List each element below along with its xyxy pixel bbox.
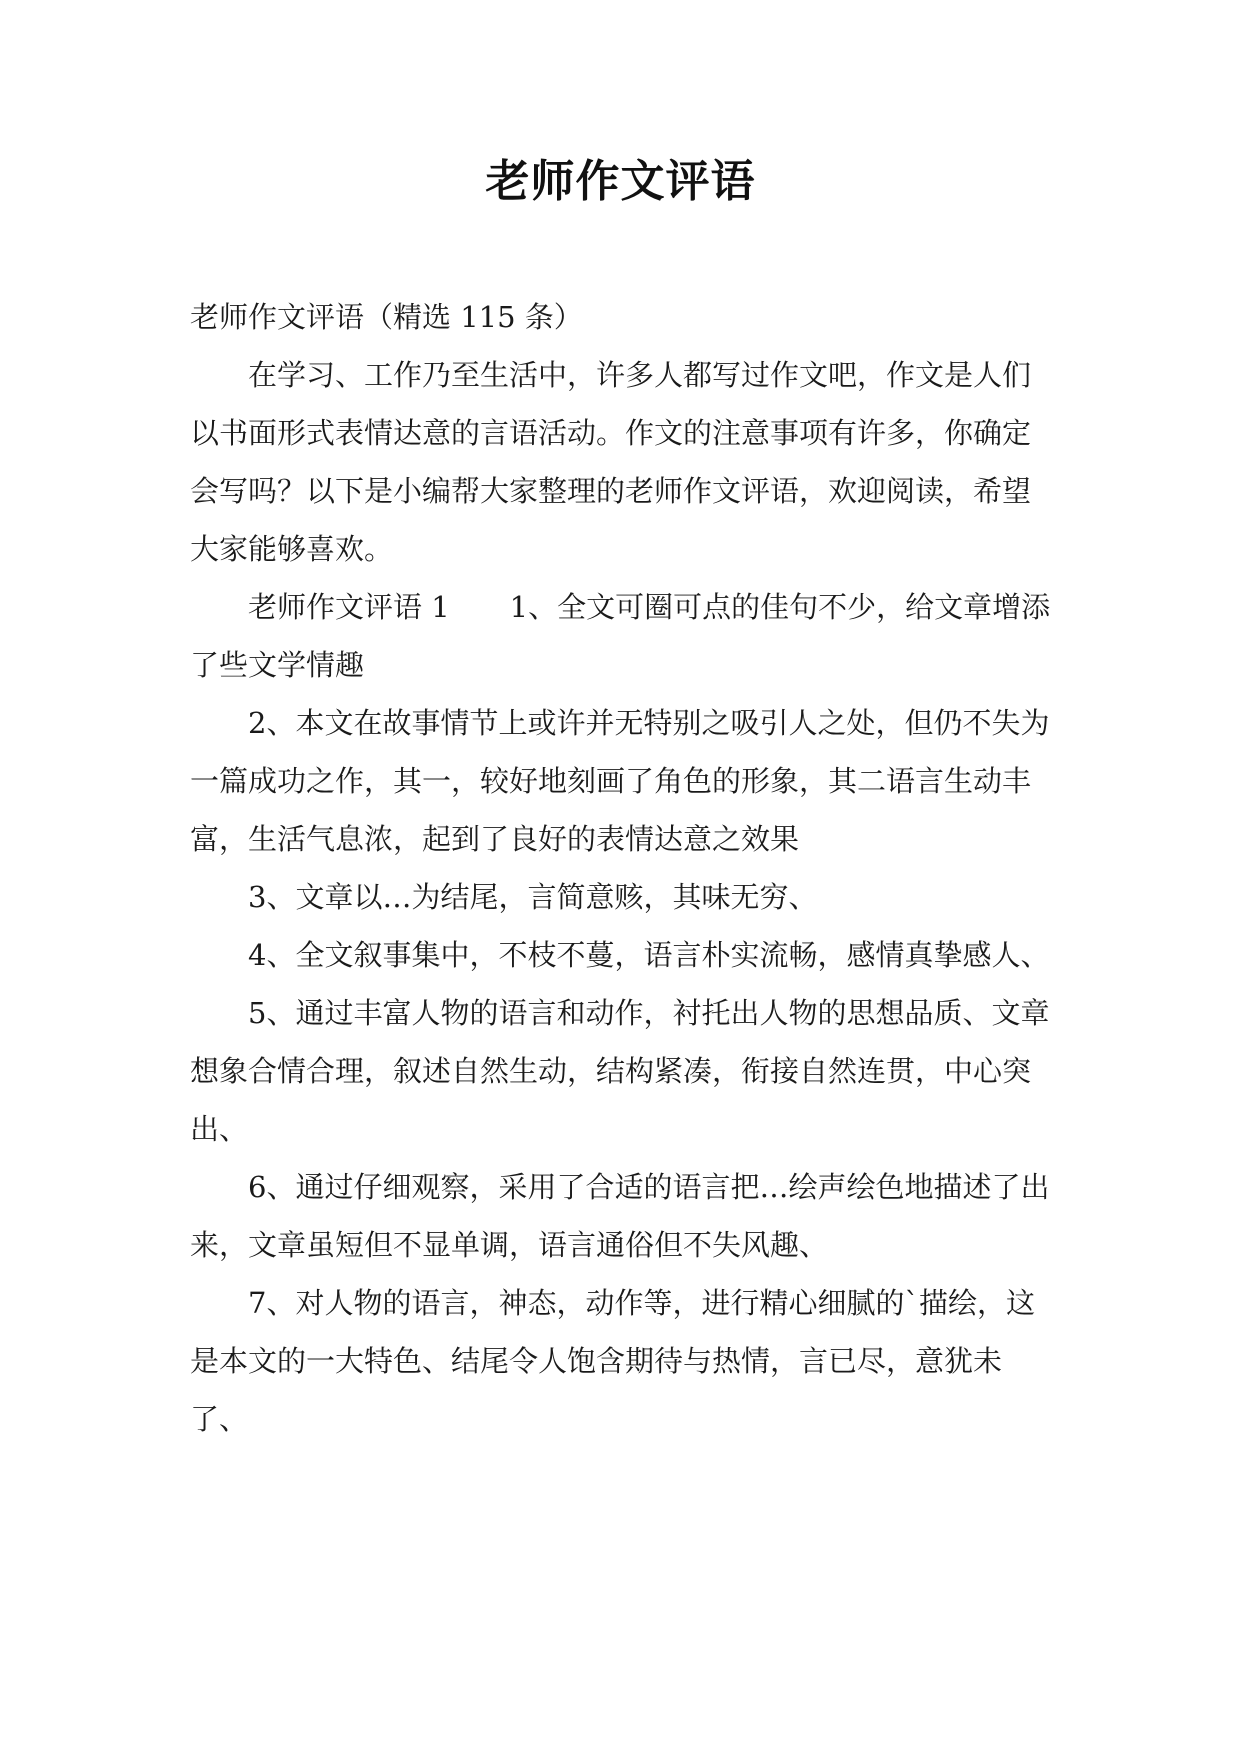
comment-item-5: 5、通过丰富人物的语言和动作，衬托出人物的思想品质、文章想象合情合理，叙述自然生动，结构紧凑，衔接自然连贯，中心突出、 (190, 996, 1050, 1146)
document-body (190, 288, 1052, 1448)
comment-item-3: 3、文章以…为结尾，言简意赅，其味无穷、 (248, 880, 818, 914)
subtitle-line: 老师作文评语（精选 115 条） (190, 300, 583, 334)
page-title: 老师作文评语 (485, 156, 756, 207)
comment-item-6: 6、通过仔细观察，采用了合适的语言把…绘声绘色地描述了出来，文章虽短但不显单调，语言通俗但不失风趣、 (190, 1170, 1050, 1262)
section-first-paragraph (190, 578, 1052, 694)
section-heading: 老师作文评语 1 (248, 590, 450, 624)
comment-item-2: 2、本文在故事情节上或许并无特别之吸引人之处，但仍不失为一篇成功之作，其一，较好地刻画了角色的形象，其二语言生动丰富，生活气息浓，起到了良好的表情达意之效果 (190, 706, 1050, 856)
comment-item-4: 4、全文叙事集中，不枝不蔓，语言朴实流畅，感情真挚感人、 (248, 938, 1050, 972)
intro-paragraph: 在学习、工作乃至生活中，许多人都写过作文吧，作文是人们以书面形式表情达意的言语活动。作文的注意事项有许多，你确定会写吗？以下是小编帮大家整理的老师作文评语，欢迎阅读，希望大家能够喜欢。 (190, 358, 1032, 566)
comment-item-7: 7、对人物的语言，神态，动作等，进行精心细腻的`描绘，这是本文的一大特色、结尾令人饱含期待与热情，言已尽，意犹未了、 (190, 1286, 1035, 1436)
comment-item-1: 1、全文可圈可点的佳句不少，给文章增添了些文学情趣 (190, 590, 1051, 682)
